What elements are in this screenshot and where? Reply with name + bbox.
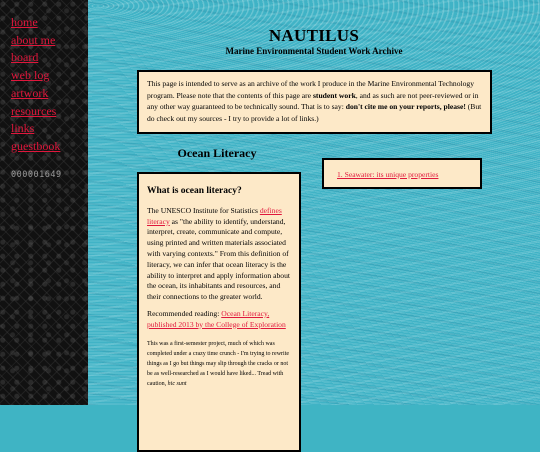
- card-text: as "the ability to identify, understand, interpret, create, communicate and compute, using printed and written materials associated with varying contexts." From this definition of literacy, we can infer that ocean literacy is the ability to interpret and apply information about the ocean, its inhabitants and resources, and their connections to the greater world.: [147, 216, 290, 302]
- card-title: What is ocean literacy?: [147, 186, 242, 196]
- hit-counter: 000001649: [11, 170, 62, 180]
- site-title: NAUTILUS: [268, 26, 360, 45]
- sidebar-nav: [11, 14, 60, 156]
- note-italic: hic sunt: [167, 380, 187, 387]
- nav-link-links[interactable]: links: [11, 121, 35, 136]
- recommended-label: Recommended reading:: [147, 308, 222, 318]
- card-text: The UNESCO Institute for Statistics: [147, 205, 260, 215]
- intro-text: This page is intended to serve as an archive of the work I produce in the Marine Environmental Technology program. Please note that the contents of this page are: [147, 79, 475, 100]
- nav-link-web-log[interactable]: web log: [11, 68, 50, 83]
- recommended-reading-link[interactable]: Ocean Literacy, published 2013 by the College of Exploration: [147, 308, 286, 329]
- toc-box: [322, 158, 482, 189]
- note-text: This was a first-semester project, much of which was completed under a crazy time crunch - I'm trying to rewrite things as I go but things may slip through the cracks or not be as well-researched as I would have liked... Tread with caution,: [147, 340, 290, 387]
- intro-bold-disclaimer: don't cite me on your reports, please!: [345, 102, 466, 112]
- page-heading: Ocean Literacy: [177, 146, 257, 160]
- card-note: [147, 339, 291, 389]
- nav-link-board[interactable]: board: [11, 50, 39, 65]
- intro-bold-student-work: student work: [312, 90, 356, 100]
- intro-text: (But do check out my sources - I try to provide a lot of links.): [147, 102, 482, 123]
- defines-literacy-link[interactable]: defines literacy: [147, 205, 282, 226]
- nav-link-guestbook[interactable]: guestbook: [11, 138, 61, 153]
- nav-link-home[interactable]: home: [11, 15, 38, 29]
- intro-text: , and as such are not peer-reviewed or in any other way guaranteed to be technically sound. That is to say:: [147, 90, 479, 112]
- nav-link-resources[interactable]: resources: [11, 103, 57, 118]
- nav-link-about-me[interactable]: about me: [11, 32, 56, 47]
- site-subtitle: Marine Environmental Student Work Archive: [225, 46, 403, 56]
- recommended-reading: [147, 309, 291, 331]
- toc-link-seawater[interactable]: 1. Seawater: its unique properties: [337, 170, 439, 179]
- ocean-literacy-card: [137, 172, 301, 452]
- sidebar: [0, 0, 88, 405]
- intro-box: [137, 70, 492, 134]
- card-paragraph: [147, 206, 291, 303]
- nav-link-artwork[interactable]: artwork: [11, 85, 49, 100]
